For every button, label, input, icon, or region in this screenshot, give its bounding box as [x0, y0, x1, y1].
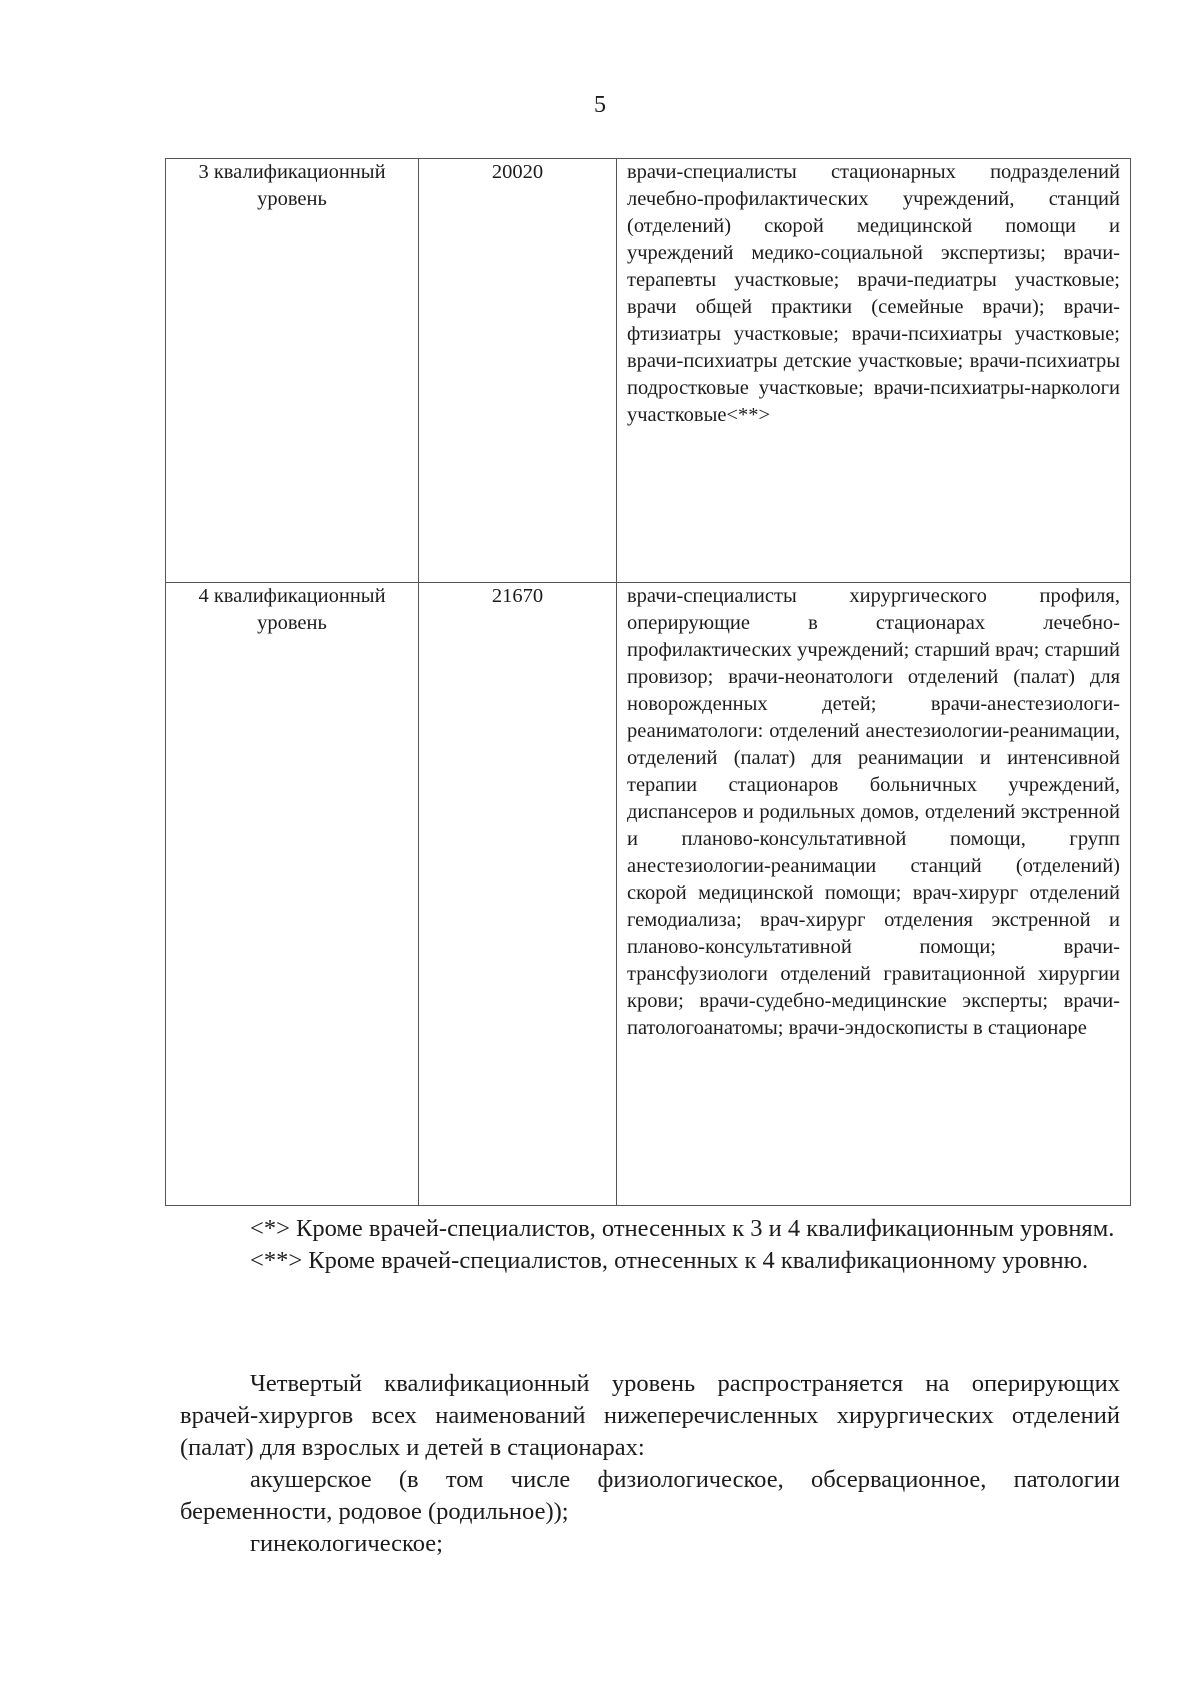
page-number: 5: [594, 92, 606, 118]
table-cell-salary: 20020: [419, 159, 617, 583]
table-cell-description: врачи-специалисты стационарных подразделений лечебно-профилактических учреждений, станций (отделений) скорой медицинской помощи и учреждений медико-социальной экспертизы; врачи-терапевты участковые; врачи-педиатры участковые; врачи общей практики (семейные врачи); врачи-фтизиатры участковые; врачи-психиатры участковые; врачи-психиатры детские участковые; врачи-психиатры подростковые участковые; врачи-психиатры-наркологи участковые<**>: [617, 159, 1131, 583]
paragraph: акушерское (в том числе физиологическое, обсервационное, патологии беременности, родовое (родильное));: [180, 1466, 1120, 1525]
table-cell-salary: 21670: [419, 583, 617, 1206]
footnote-single-asterisk: <*> Кроме врачей-специалистов, отнесенных к 3 и 4 квалификационным уровням.: [250, 1215, 1115, 1242]
footnotes: [180, 1213, 1120, 1277]
footnote-double-asterisk: <**> Кроме врачей-специалистов, отнесенных к 4 квалификационному уровню.: [250, 1247, 1089, 1274]
table-cell-level: 3 квалификационный уровень: [166, 159, 419, 583]
table-cell-description: врачи-специалисты хирургического профиля, оперирующие в стационарах лечебно-профилактических учреждений; старший врач; старший провизор; врачи-неонатологи отделений (палат) для новорожденных детей; врачи-анестезиологи-реаниматологи: отделений анестезиологии-реанимации, отделений (палат) для реанимации и интенсивной терапии стационаров больничных учреждений, диспансеров и родильных домов, отделений экстренной и планово-консультативной помощи, групп анестезиологии-реанимации станций (отделений) скорой медицинской помощи; врач-хирург отделений гемодиализа; врач-хирург отделения экстренной и планово-консультативной помощи; врачи-трансфузиологи отделений гравитационной хирургии крови; врачи-судебно-медицинские эксперты; врачи-патологоанатомы; врачи-эндоскописты в стационаре: [617, 583, 1131, 1206]
table-cell-level: 4 квалификационный уровень: [166, 583, 419, 1206]
qualification-table: [165, 158, 1131, 1206]
paragraph: гинекологическое;: [250, 1530, 443, 1557]
body-text: [180, 1368, 1120, 1560]
paragraph: Четвертый квалификационный уровень распространяется на оперирующих врачей-хирургов всех наименований нижеперечисленных хирургических отделений (палат) для взрослых и детей в стационарах:: [180, 1370, 1120, 1461]
